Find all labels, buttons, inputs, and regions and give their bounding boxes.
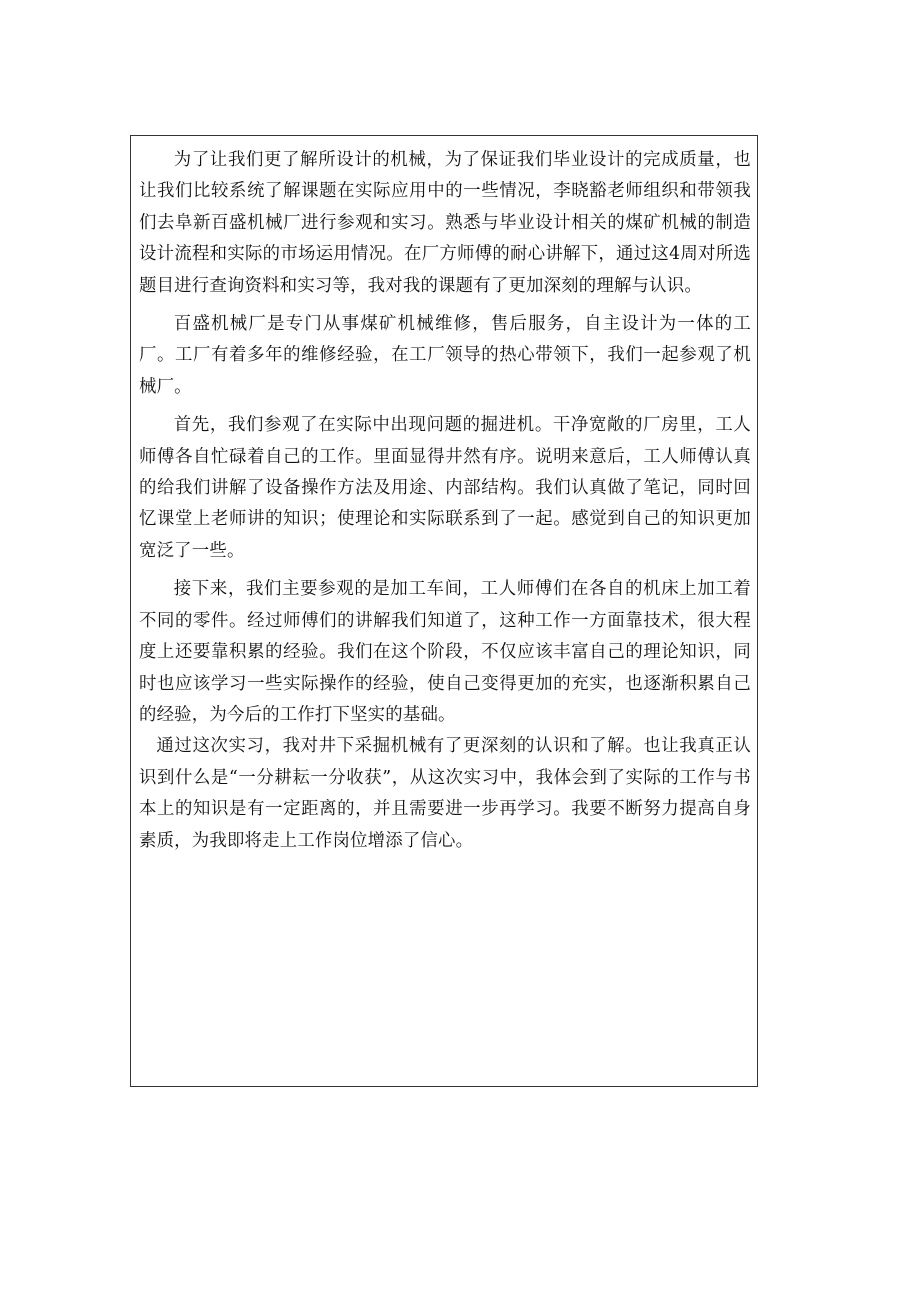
paragraph-gap xyxy=(139,567,751,574)
paragraph-gap xyxy=(139,403,751,410)
report-body xyxy=(139,145,751,857)
paragraph-3: 首先，我们参观了在实际中出现问题的掘进机。干净宽敞的厂房里，工人师傅各自忙碌着自己的工作。里面显得井然有序。说明来意后，工人师傅认真的给我们讲解了设备操作方法及用途、内部结构。我们认真做了笔记，同时回忆课堂上老师讲的知识；使理论和实际联系到了一起。感觉到自己的知识更加宽泛了一些。 xyxy=(139,415,751,561)
paragraph-1: 为了让我们更了解所设计的机械，为了保证我们毕业设计的完成质量，也让我们比较系统了解课题在实际应用中的一些情况，李晓豁老师组织和带领我们去阜新百盛机械厂进行参观和实习。熟悉与毕业设计相关的煤矿机械的制造设计流程和实际的市场运用情况。在厂方师傅的耐心讲解下，通过这4周对所选题目进行查询资料和实习等，我对我的课题有了更加深刻的理解与认识。 xyxy=(139,150,751,296)
paragraph-4: 接下来，我们主要参观的是加工车间，工人师傅们在各自的机床上加工着不同的零件。经过师傅们的讲解我们知道了，这种工作一方面靠技术，很大程度上还要靠积累的经验。我们在这个阶段，不仅应该丰富自己的理论知识，同时也应该学习一些实际操作的经验，使自己变得更加的充实，也逐渐积累自己的经验，为今后的工作打下坚实的基础。 xyxy=(139,579,751,725)
paragraph-gap xyxy=(139,302,751,309)
report-frame xyxy=(130,135,758,1087)
paragraph-5: 通过这次实习，我对井下采掘机械有了更深刻的认识和了解。也让我真正认识到什么是“一分耕耘一分收获”，从这次实习中，我体会到了实际的工作与书本上的知识是有一定距离的，并且需要进一步再学习。我要不断努力提高自身素质，为我即将走上工作岗位增添了信心。 xyxy=(139,736,751,851)
paragraph-2: 百盛机械厂是专门从事煤矿机械维修，售后服务，自主设计为一体的工厂。工厂有着多年的维修经验，在工厂领导的热心带领下，我们一起参观了机械厂。 xyxy=(139,314,751,397)
